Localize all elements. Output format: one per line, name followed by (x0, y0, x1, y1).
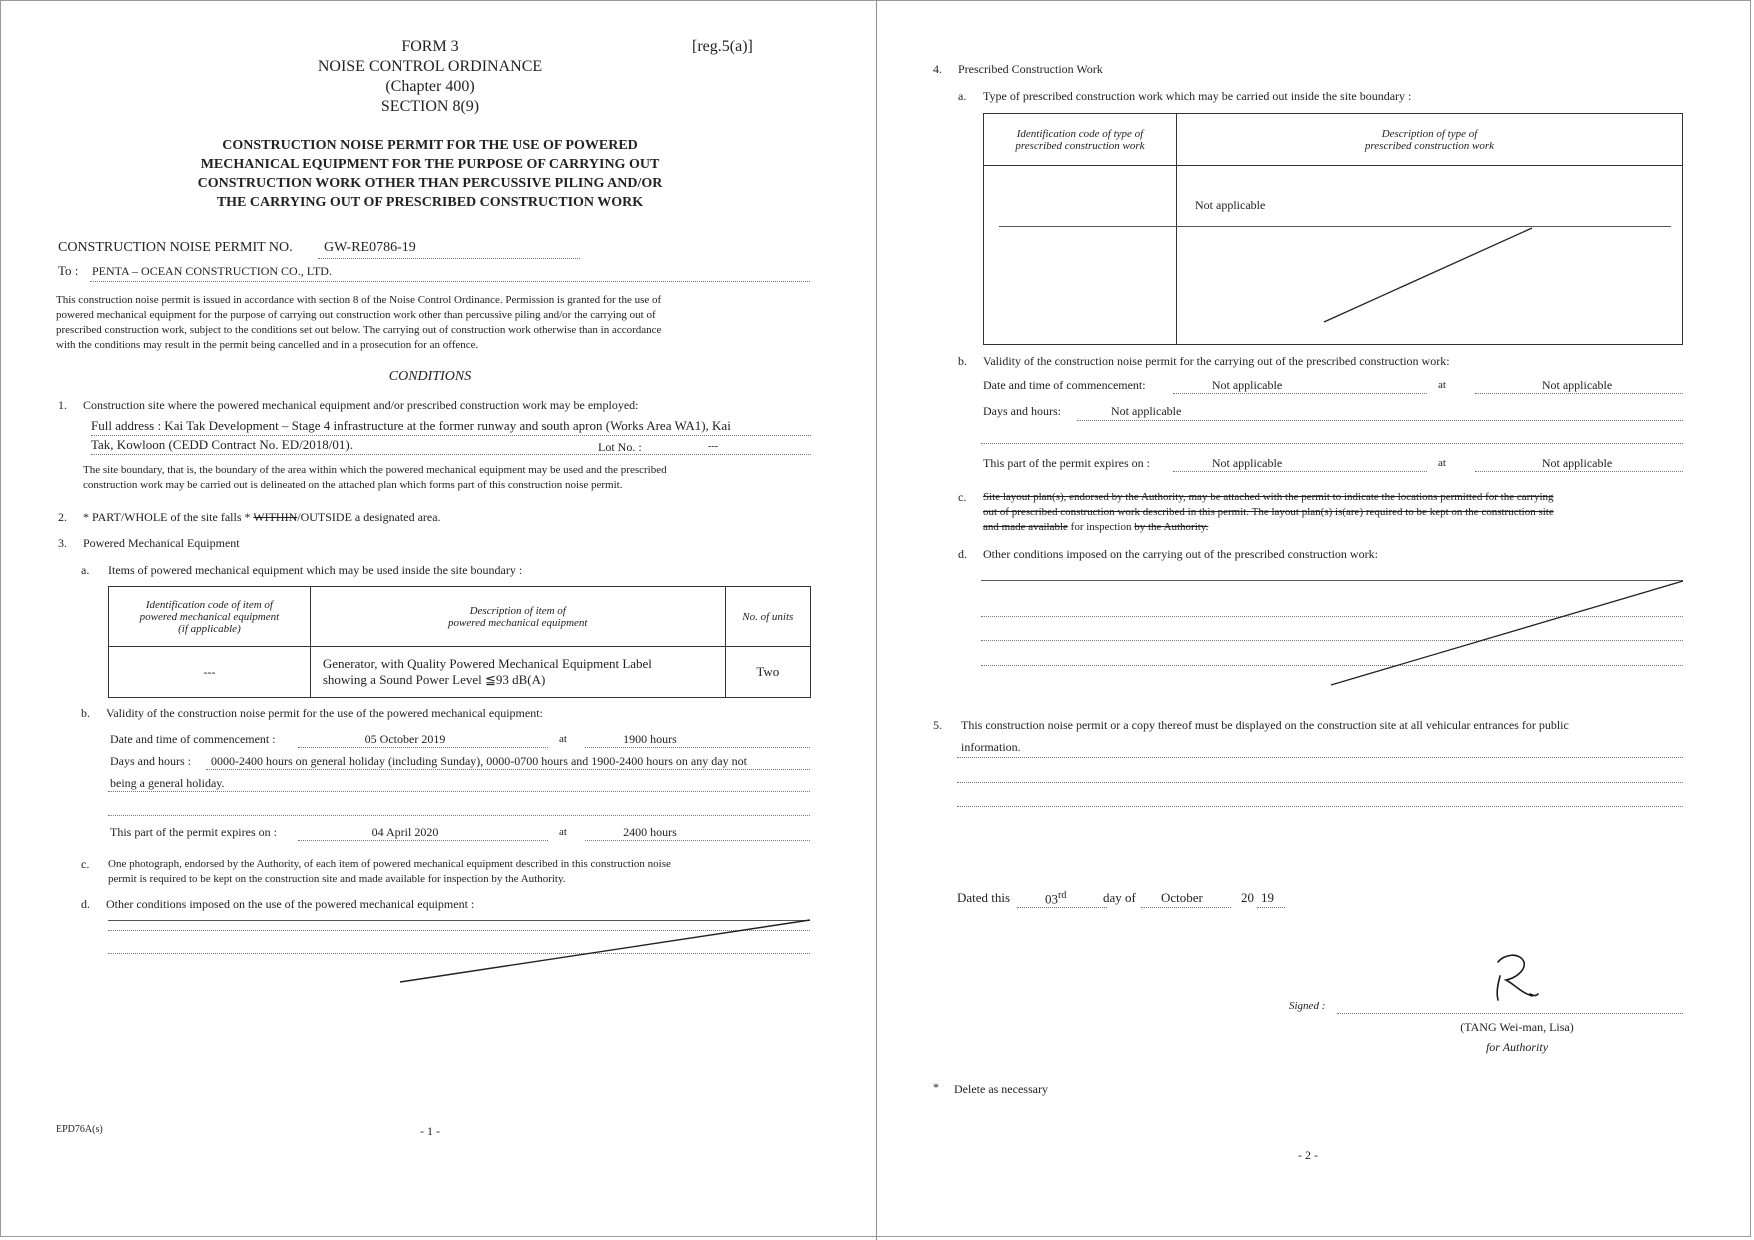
commencement-time: Not applicable (1541, 378, 1613, 392)
chapter-number: (Chapter 400) (385, 78, 475, 95)
form-code: EPD76A(s) (56, 1124, 103, 1135)
permittee-name: PENTA – OCEAN CONSTRUCTION CO., LTD. (92, 264, 332, 278)
strike-through-line (1322, 226, 1534, 326)
permit-number-rule (318, 258, 580, 259)
equipment-table (108, 586, 811, 698)
table-header-row (984, 114, 1683, 166)
commencement-label: Date and time of commencement : (110, 732, 276, 746)
condition-3a-text: Items of powered mechanical equipment which may be used inside the site boundary : (108, 563, 523, 577)
header-units: No. of units (725, 587, 810, 647)
commencement-date: Not applicable (1211, 378, 1283, 392)
permit-page-1 (0, 0, 876, 1240)
commencement-time: 1900 hours (623, 732, 677, 746)
footnote-text: Delete as necessary (954, 1082, 1048, 1096)
condition-2-number: 2. (58, 510, 67, 524)
condition-3-text: Powered Mechanical Equipment (83, 536, 240, 550)
days-hours-rule (108, 791, 810, 792)
expiry-date-rule (1173, 471, 1427, 472)
condition-3c-number: c. (81, 857, 90, 871)
condition-4c-line: Site layout plan(s), endorsed by the Authority, may be attached with the permit to indicate the locations permitted for the carrying (983, 491, 1554, 503)
equipment-code: --- (109, 647, 311, 698)
dated-month: October (1161, 890, 1203, 905)
blank-rule (981, 443, 1683, 444)
intro-line: This construction noise permit is issued in accordance with section 8 of the Noise Control Ordinance. Permission is granted for the use of (56, 294, 662, 306)
footnote-mark: * (933, 1080, 939, 1094)
condition-3c-line: permit is required to be kept on the construction site and made available for inspection by the Authority. (108, 873, 566, 885)
dated-year-prefix: 20 (1241, 890, 1254, 905)
work-code-cell (984, 166, 1177, 345)
days-hours-value: Not applicable (1111, 404, 1182, 418)
condition-3a-number: a. (81, 563, 90, 577)
dated-day: 03rd (1045, 890, 1067, 907)
signature-mark (1480, 950, 1560, 1006)
site-address-line: Tak, Kowloon (CEDD Contract No. ED/2018/01). (91, 437, 353, 452)
equipment-units: Two (725, 647, 810, 698)
header-identification-code: Identification code of item of powered mechanical equipment (if applicable) (109, 587, 311, 647)
permit-number-value: GW-RE0786-19 (324, 240, 416, 255)
condition-4d-number: d. (958, 547, 967, 561)
dated-month-rule (1141, 907, 1231, 908)
blank-rule (957, 806, 1683, 807)
commencement-date-rule (298, 747, 548, 748)
intro-line: powered mechanical equipment for the purpose of carrying out construction work other than percussive piling and/or the carrying out of (56, 309, 656, 321)
expiry-time-rule (585, 840, 810, 841)
condition-4d-text: Other conditions imposed on the carrying out of the prescribed construction work: (983, 547, 1378, 561)
lot-number-value: --- (708, 441, 718, 452)
commencement-time-rule (585, 747, 810, 748)
expiry-label: This part of the permit expires on : (983, 456, 1150, 470)
condition-1-number: 1. (58, 398, 67, 412)
permit-title-line: CONSTRUCTION NOISE PERMIT FOR THE USE OF POWERED (222, 138, 638, 153)
permit-number-label: CONSTRUCTION NOISE PERMIT NO. (58, 240, 293, 255)
work-description-value: Not applicable (1195, 198, 1266, 212)
intro-line: prescribed construction work, subject to the conditions set out below. The carrying out of construction work otherwise than in accordance (56, 324, 662, 336)
at-label: at (1438, 457, 1446, 469)
condition-4b-number: b. (958, 354, 967, 368)
commencement-time-rule (1475, 393, 1683, 394)
condition-2-text: * PART/WHOLE of the site falls * WITHIN/OUTSIDE a designated area. (83, 510, 441, 524)
strike-through-line (1329, 578, 1685, 688)
site-boundary-line: construction work may be carried out is delineated on the attached plan which forms part of this construction noise permit. (83, 479, 623, 491)
dated-year: 19 (1261, 890, 1274, 905)
days-hours-value: being a general holiday. (110, 776, 225, 790)
condition-5-number: 5. (933, 718, 942, 732)
regulation-reference: [reg.5(a)] (692, 38, 753, 55)
condition-3b-text: Validity of the construction noise permit for the use of the powered mechanical equipment: (106, 706, 543, 720)
dated-year-rule (1257, 907, 1285, 908)
page-number: - 1 - (420, 1124, 440, 1138)
at-label: at (559, 826, 567, 838)
commencement-label: Date and time of commencement: (983, 378, 1146, 392)
to-label: To : (58, 263, 79, 278)
condition-4a-number: a. (958, 89, 967, 103)
header-description: Description of type of prescribed construction work (1177, 114, 1683, 166)
condition-3d-text: Other conditions imposed on the use of the powered mechanical equipment : (106, 897, 475, 911)
address-rule (91, 435, 811, 436)
signatory-name: (TANG Wei-man, Lisa) (1460, 1020, 1574, 1034)
permit-title-line: MECHANICAL EQUIPMENT FOR THE PURPOSE OF CARRYING OUT (200, 157, 660, 172)
dated-day-rule (1017, 907, 1107, 908)
days-hours-label: Days and hours : (110, 754, 191, 768)
expiry-time-rule (1475, 471, 1683, 472)
address-rule (91, 454, 811, 455)
ordinance-title: NOISE CONTROL ORDINANCE (317, 58, 543, 75)
conditions-heading: CONDITIONS (388, 369, 472, 384)
expiry-time: 2400 hours (623, 825, 677, 839)
condition-3c-line: One photograph, endorsed by the Authority, of each item of powered mechanical equipment described in this construction noise (108, 858, 671, 870)
header-description: Description of item of powered mechanical equipment (310, 587, 725, 647)
condition-4c-number: c. (958, 490, 967, 504)
at-label: at (559, 733, 567, 745)
blank-rule (108, 815, 810, 816)
signature-rule (1337, 1013, 1683, 1014)
table-header-row (109, 587, 811, 647)
condition-5-rule (957, 757, 1683, 758)
permittee-rule (90, 281, 810, 282)
form-number: FORM 3 (401, 38, 459, 55)
days-hours-label: Days and hours: (983, 404, 1061, 418)
condition-3b-number: b. (81, 706, 90, 720)
expiry-label: This part of the permit expires on : (110, 825, 277, 839)
days-hours-value: 0000-2400 hours on general holiday (including Sunday), 0000-0700 hours and 1900-2400 hours on any day not (211, 754, 747, 768)
condition-5-line: This construction noise permit or a copy thereof must be displayed on the construction site at all vehicular entrances for public (961, 718, 1569, 732)
condition-3-number: 3. (58, 536, 67, 550)
page-number: - 2 - (1298, 1148, 1318, 1162)
expiry-date: Not applicable (1211, 456, 1283, 470)
for-authority: for Authority (1485, 1040, 1549, 1054)
expiry-time: Not applicable (1541, 456, 1613, 470)
condition-4b-text: Validity of the construction noise permit for the carrying out of the prescribed construction work: (983, 354, 1450, 368)
days-hours-rule (206, 769, 810, 770)
expiry-date: 04 April 2020 (371, 825, 439, 839)
blank-rule (957, 782, 1683, 783)
commencement-date-rule (1173, 393, 1427, 394)
permit-page-2 (877, 0, 1754, 1240)
condition-4-text: Prescribed Construction Work (958, 62, 1103, 76)
struck-within: WITHIN (253, 510, 298, 524)
dated-label: Dated this (957, 890, 1011, 905)
strike-through-line (398, 918, 812, 984)
permit-title-line: CONSTRUCTION WORK OTHER THAN PERCUSSIVE PILING AND/OR (197, 176, 663, 191)
equipment-description: Generator, with Quality Powered Mechanical Equipment Label showing a Sound Power Level ≦93 dB(A) (310, 647, 725, 698)
condition-1-text: Construction site where the powered mechanical equipment and/or prescribed construction work may be employed: (83, 398, 639, 412)
intro-line: with the conditions may result in the permit being cancelled and in a prosecution for an offence. (56, 339, 479, 351)
expiry-date-rule (298, 840, 548, 841)
condition-4c-line: and made available for inspection by the Authority. (983, 521, 1209, 533)
condition-3d-number: d. (81, 897, 90, 911)
condition-4c-line: out of prescribed construction work described in this permit. The layout plan(s) is(are) required to be kept on the construction site (983, 506, 1554, 518)
header-identification-code: Identification code of type of prescribed construction work (984, 114, 1177, 166)
condition-4a-text: Type of prescribed construction work which may be carried out inside the site boundary : (983, 89, 1412, 103)
condition-5-line: information. (961, 740, 1021, 754)
lot-number-label: Lot No. : (598, 440, 642, 454)
day-of-label: day of (1103, 890, 1136, 905)
days-hours-rule (1077, 420, 1683, 421)
condition-4-number: 4. (933, 62, 942, 76)
permit-title-line: THE CARRYING OUT OF PRESCRIBED CONSTRUCTION WORK (216, 195, 644, 210)
section-number: SECTION 8(9) (380, 98, 480, 115)
site-address-line: Full address : Kai Tak Development – Stage 4 infrastructure at the former runway and south apron (Works Area WA1), Kai (91, 418, 731, 433)
site-boundary-line: The site boundary, that is, the boundary of the area within which the powered mechanical equipment may be used and the prescribed (83, 464, 667, 476)
table-row (109, 647, 811, 698)
at-label: at (1438, 379, 1446, 391)
commencement-date: 05 October 2019 (364, 732, 446, 746)
signed-label: Signed : (1289, 1000, 1326, 1012)
